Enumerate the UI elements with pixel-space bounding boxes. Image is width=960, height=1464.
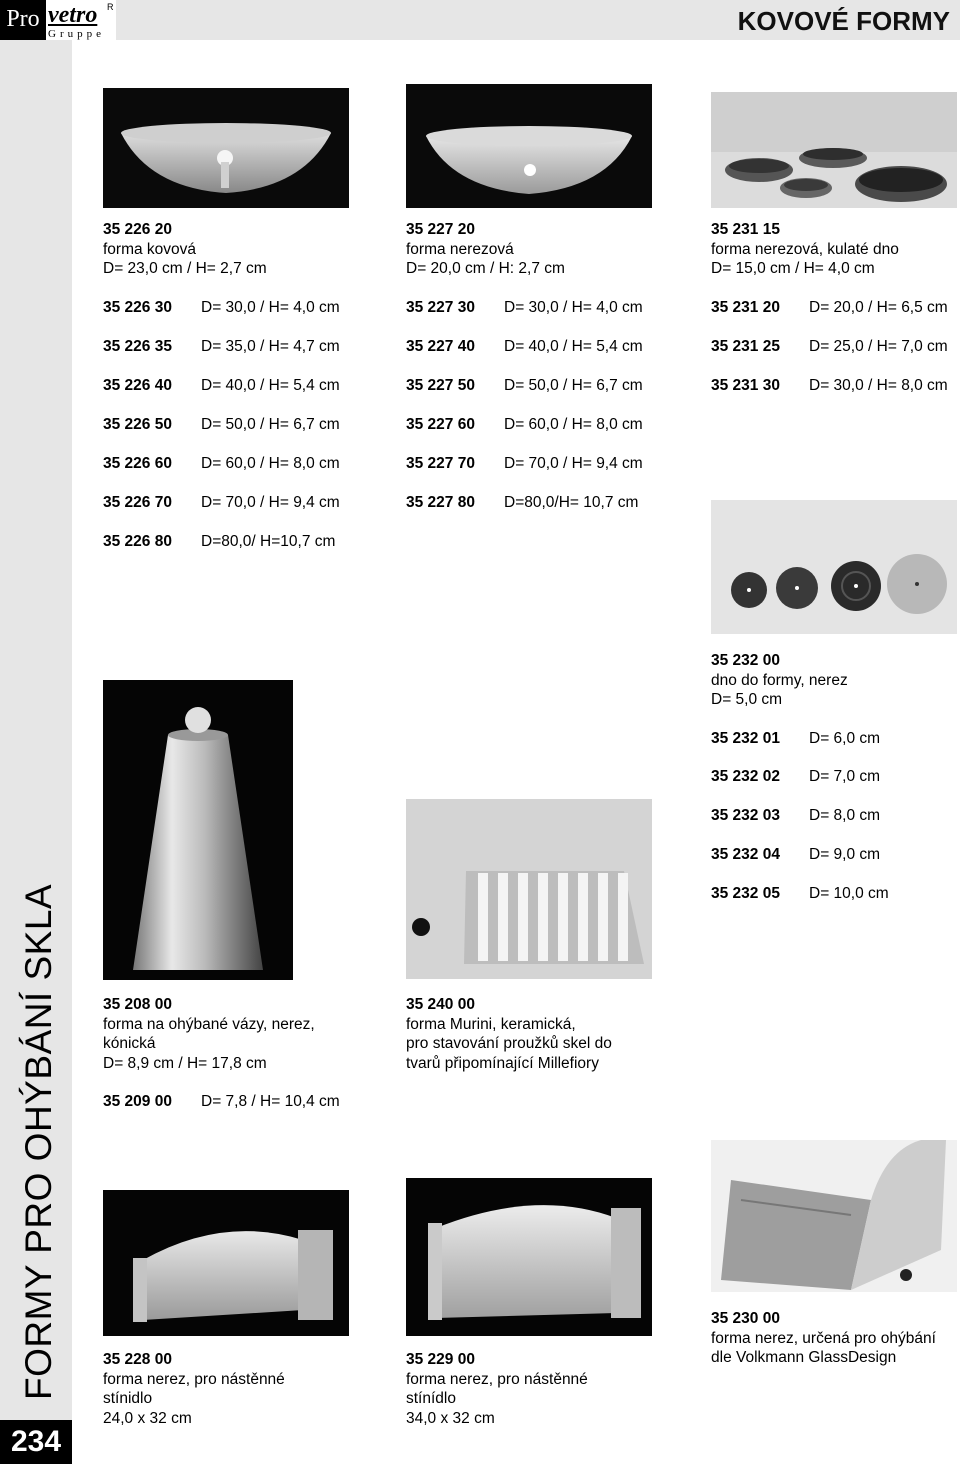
item-desc-line: dle Volkmann GlassDesign <box>711 1349 897 1366</box>
item-code: 35 232 01 <box>711 730 780 747</box>
item-dims: D= 8,0 cm <box>809 807 881 824</box>
item-name: forma nerezová, kulaté dno <box>711 240 899 258</box>
item-desc-line: forma Murini, keramická, <box>406 1015 576 1033</box>
item-code: 35 227 60 <box>406 416 475 433</box>
list-item <box>711 767 880 787</box>
item-35-230-00 <box>711 1309 936 1368</box>
item-code: 35 232 00 <box>711 652 780 669</box>
item-code: 35 230 00 <box>711 1310 780 1327</box>
side-strip <box>0 40 72 1420</box>
item-desc-line: pro stavování proužků skel do <box>406 1035 612 1052</box>
item-code: 35 240 00 <box>406 996 475 1013</box>
item-35-240-00 <box>406 995 612 1073</box>
item-desc-line: forma nerez, pro nástěnné <box>406 1370 588 1388</box>
item-dims: D= 15,0 cm / H= 4,0 cm <box>711 260 875 277</box>
photo-bottom-discs <box>711 500 957 634</box>
item-desc-line: stínídlo <box>406 1390 456 1407</box>
item-dims: D= 35,0 / H= 4,7 cm <box>201 338 340 355</box>
item-dims: D= 5,0 cm <box>711 691 783 708</box>
item-dims: D= 70,0 / H= 9,4 cm <box>201 494 340 511</box>
item-dims: D= 25,0 / H= 7,0 cm <box>809 338 948 355</box>
list-item <box>103 454 340 474</box>
item-35-228-00 <box>103 1350 285 1428</box>
item-desc-line: kónická <box>103 1035 156 1052</box>
item-dims: D= 10,0 cm <box>809 885 889 902</box>
item-name: forma nerezová <box>406 240 514 258</box>
item-desc-line: forma na ohýbané vázy, nerez, <box>103 1015 315 1033</box>
list-item <box>103 298 340 318</box>
item-35-208-00 <box>103 995 315 1073</box>
list-item <box>711 845 880 865</box>
photo-metal-bowl <box>103 88 349 208</box>
item-code: 35 227 70 <box>406 455 475 472</box>
item-desc-line: stínidlo <box>103 1390 153 1407</box>
item-dims: D= 30,0 / H= 8,0 cm <box>809 377 948 394</box>
list-item <box>103 493 340 513</box>
item-dims: D= 7,0 cm <box>809 768 881 785</box>
item-dims: D= 8,9 cm / H= 17,8 cm <box>103 1054 267 1072</box>
list-item <box>406 454 643 474</box>
item-code: 35 231 30 <box>711 377 780 394</box>
item-dims: D= 60,0 / H= 8,0 cm <box>504 416 643 433</box>
item-code: 35 229 00 <box>406 1351 475 1368</box>
item-dims: 24,0 x 32 cm <box>103 1409 192 1427</box>
photo-shade-mould-2 <box>406 1178 652 1336</box>
item-dims: D= 30,0 / H= 4,0 cm <box>201 299 340 316</box>
photo-stainless-bowl <box>406 84 652 208</box>
item-code: 35 227 80 <box>406 494 475 511</box>
item-35-232-00 <box>711 651 848 710</box>
list-item <box>103 376 340 396</box>
list-item <box>711 806 880 826</box>
photo-shade-mould-1 <box>103 1190 349 1336</box>
item-desc-line: forma nerez, určená pro ohýbání <box>711 1329 936 1347</box>
list-item <box>103 415 340 435</box>
item-code: 35 231 25 <box>711 338 780 355</box>
item-dims: D= 9,0 cm <box>809 846 881 863</box>
item-35-231-15 <box>711 220 899 279</box>
item-code: 35 228 00 <box>103 1351 172 1368</box>
item-code: 35 227 40 <box>406 338 475 355</box>
photo-conical-mould <box>103 680 293 980</box>
item-code: 35 226 20 <box>103 221 172 238</box>
item-35-226-20 <box>103 220 267 279</box>
photo-murini-mould <box>406 799 652 979</box>
item-dims: D= 6,0 cm <box>809 730 881 747</box>
logo-pro: Pro <box>0 0 46 40</box>
item-dims: D= 23,0 cm / H= 2,7 cm <box>103 260 267 277</box>
item-dims: D= 40,0 / H= 5,4 cm <box>504 338 643 355</box>
item-code: 35 226 35 <box>103 338 172 355</box>
list-item <box>711 298 948 318</box>
item-dims: D= 50,0 / H= 6,7 cm <box>201 416 340 433</box>
page-title: KOVOVÉ FORMY <box>737 6 950 36</box>
logo-gruppe: Gruppe <box>48 28 105 40</box>
list-item <box>711 337 948 357</box>
page-number: 234 <box>0 1420 72 1464</box>
photo-round-bowls <box>711 92 957 208</box>
item-dims: D= 20,0 / H= 6,5 cm <box>809 299 948 316</box>
item-35-229-00 <box>406 1350 588 1428</box>
provetro-logo <box>0 0 116 40</box>
item-code: 35 226 30 <box>103 299 172 316</box>
list-item <box>711 729 880 749</box>
item-dims: D= 50,0 / H= 6,7 cm <box>504 377 643 394</box>
item-code: 35 232 04 <box>711 846 780 863</box>
item-dims: D= 40,0 / H= 5,4 cm <box>201 377 340 394</box>
item-code: 35 209 00 <box>103 1093 172 1110</box>
list-item <box>711 376 948 396</box>
item-code: 35 226 70 <box>103 494 172 511</box>
item-dims: 34,0 x 32 cm <box>406 1409 495 1427</box>
item-dims: D= 70,0 / H= 9,4 cm <box>504 455 643 472</box>
list-item <box>406 415 643 435</box>
item-dims: D=80,0/H= 10,7 cm <box>504 494 639 511</box>
logo-vetro: vetro <box>48 2 98 28</box>
item-code: 35 232 05 <box>711 885 780 902</box>
header-bar <box>116 0 960 40</box>
list-item <box>406 493 638 513</box>
photo-volkmann-mould <box>711 1140 957 1292</box>
list-item <box>103 337 340 357</box>
item-code: 35 232 03 <box>711 807 780 824</box>
list-item <box>103 532 335 552</box>
item-35-227-20 <box>406 220 565 279</box>
item-code: 35 227 50 <box>406 377 475 394</box>
item-code: 35 231 20 <box>711 299 780 316</box>
item-code: 35 231 15 <box>711 221 780 238</box>
item-code: 35 227 30 <box>406 299 475 316</box>
item-dims: D=80,0/ H=10,7 cm <box>201 533 336 550</box>
item-code: 35 226 40 <box>103 377 172 394</box>
item-code: 35 226 80 <box>103 533 172 550</box>
side-title-text: FORMY PRO OHÝBÁNÍ SKLA <box>18 883 59 1400</box>
item-desc-line: tvarů připomínající Millefiory <box>406 1054 599 1072</box>
item-code: 35 226 50 <box>103 416 172 433</box>
item-dims: D= 30,0 / H= 4,0 cm <box>504 299 643 316</box>
list-item <box>711 884 889 904</box>
list-item <box>103 1092 340 1112</box>
list-item <box>406 376 643 396</box>
item-dims: D= 60,0 / H= 8,0 cm <box>201 455 340 472</box>
item-code: 35 208 00 <box>103 996 172 1013</box>
item-name: forma kovová <box>103 240 197 258</box>
item-code: 35 227 20 <box>406 221 475 238</box>
item-dims: D= 20,0 cm / H: 2,7 cm <box>406 260 565 277</box>
list-item <box>406 337 643 357</box>
item-desc-line: forma nerez, pro nástěnné <box>103 1370 285 1388</box>
item-code: 35 232 02 <box>711 768 780 785</box>
item-dims: D= 7,8 / H= 10,4 cm <box>201 1093 340 1110</box>
list-item <box>406 298 643 318</box>
item-code: 35 226 60 <box>103 455 172 472</box>
item-name: dno do formy, nerez <box>711 671 848 689</box>
logo-registered-mark: R <box>107 2 114 12</box>
